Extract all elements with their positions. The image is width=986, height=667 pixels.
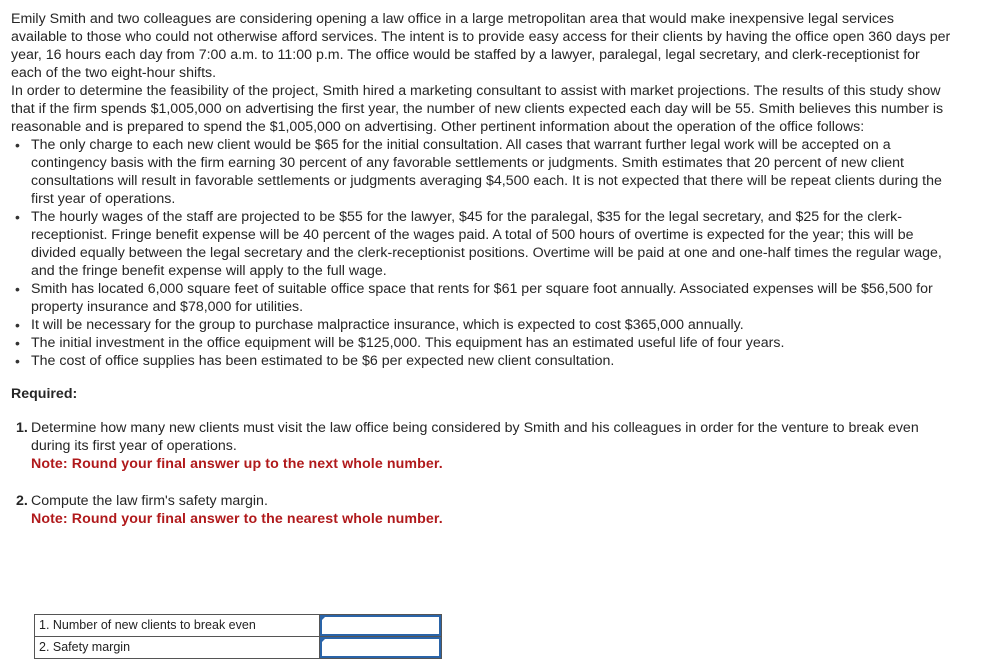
question-2 <box>11 492 951 528</box>
question-number: 1. <box>16 420 28 436</box>
rounding-note: Note: Round your final answer to the nearest whole number. <box>31 511 443 527</box>
information-bullet-list <box>11 136 951 370</box>
intro-paragraph-1: Emily Smith and two colleagues are considering opening a law office in a large metropolitan area that would make inexpensive legal services available to those who could not otherwise afford services. The intent is to provide easy access for their clients by having the office open 360 days per year, 16 hours each day from 7:00 a.m. to 11:00 p.m. The office would be staffed by a lawyer, paralegal, legal secretary, and clerk-receptionist for each of the two eight-hour shifts. <box>11 11 951 81</box>
question-number: 2. <box>16 493 28 509</box>
answer-label-safety-margin: 2. Safety margin <box>35 637 320 659</box>
input-flag-icon <box>321 638 326 643</box>
list-item: • The cost of office supplies has been estimated to be $6 per expected new client consultation. <box>31 352 951 370</box>
question-text: Compute the law firm's safety margin. <box>31 493 268 509</box>
input-flag-icon <box>321 616 326 621</box>
safety-margin-input[interactable] <box>320 637 441 658</box>
answer-cell <box>320 637 442 659</box>
table-row <box>35 615 442 637</box>
required-heading: Required: <box>11 386 78 402</box>
intro-paragraph-2: In order to determine the feasibility of the project, Smith hired a marketing consultant to assist with market projections. The results of this study show that if the firm spends $1,005,000 on advertising the first year, the number of new clients expected each day will be 55. Smith believes this number is reasonable and is prepared to spend the $1,005,000 on advertising. Other pertinent information about the operation of the office follows: <box>11 83 944 135</box>
question-1 <box>11 419 951 473</box>
list-item: • It will be necessary for the group to purchase malpractice insurance, which is expected to cost $365,000 annually. <box>31 316 951 334</box>
list-item: • The only charge to each new client would be $65 for the initial consultation. All cases that warrant further legal work will be accepted on a contingency basis with the firm earning 30 percent of any favorable settlements or judgments. Smith estimates that 20 percent of new client consultations will result in favorable settlements or judgments averaging $4,500 each. It is not expected that there will be repeat clients during the first year of operations. <box>31 136 951 208</box>
problem-content <box>11 10 951 528</box>
table-row <box>35 637 442 659</box>
list-item: • The hourly wages of the staff are projected to be $55 for the lawyer, $45 for the paralegal, $35 for the legal secretary, and $25 for the clerk-receptionist. Fringe benefit expense will be 40 percent of the wages paid. A total of 500 hours of overtime is expected for the year; this will be divided equally between the legal secretary and the clerk-receptionist positions. Overtime will be paid at one and one-half times the regular wage, and the fringe benefit expense will apply to the full wage. <box>31 208 951 280</box>
answer-cell <box>320 615 442 637</box>
break-even-clients-input[interactable] <box>320 615 441 636</box>
rounding-note: Note: Round your final answer up to the next whole number. <box>31 456 443 472</box>
list-item: • The initial investment in the office equipment will be $125,000. This equipment has an estimated useful life of four years. <box>31 334 951 352</box>
answer-label-break-even: 1. Number of new clients to break even <box>35 615 320 637</box>
question-text: Determine how many new clients must visit the law office being considered by Smith and his colleagues in order for the venture to break even during its first year of operations. <box>31 420 919 454</box>
answer-table <box>34 614 442 659</box>
list-item: • Smith has located 6,000 square feet of suitable office space that rents for $61 per square foot annually. Associated expenses will be $56,500 for property insurance and $78,000 for utilities. <box>31 280 951 316</box>
